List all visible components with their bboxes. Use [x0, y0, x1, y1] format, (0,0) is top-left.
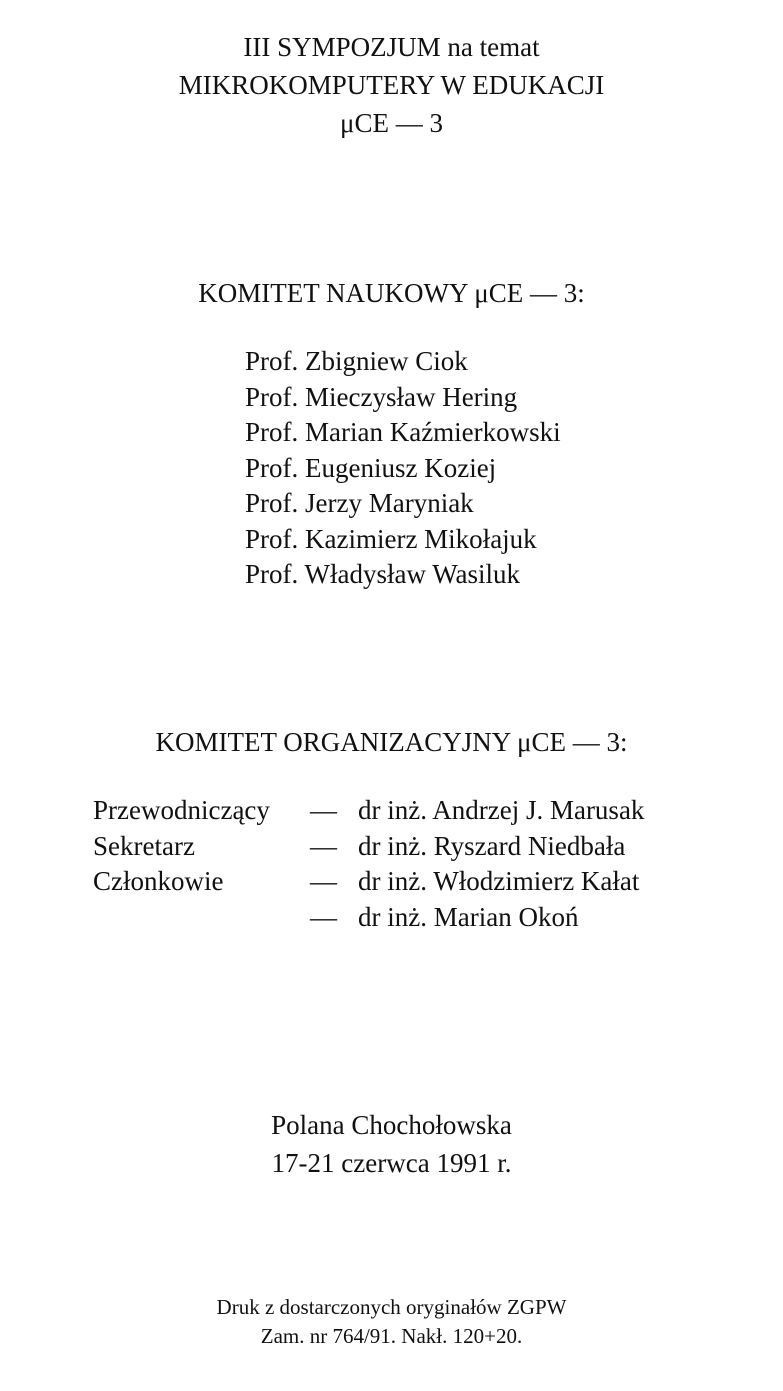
person-name: dr inż. Włodzimierz Kałat — [358, 866, 640, 896]
venue-date: 17-21 czerwca 1991 r. — [271, 1148, 512, 1178]
organizing-row — [93, 793, 733, 829]
dash-separator: — — [310, 901, 337, 932]
organizing-committee-table — [93, 793, 733, 935]
committee-member: Prof. Marian Kaźmierkowski — [245, 417, 561, 447]
dash-separator: — — [310, 830, 337, 861]
dash-separator: — — [310, 795, 337, 825]
person-name: dr inż. Marian Okoń — [358, 901, 579, 932]
committee-member: Prof. Kazimierz Mikołajuk — [245, 523, 537, 554]
committee-member: Prof. Eugeniusz Koziej — [245, 452, 497, 483]
venue-place: Polana Chochołowska — [271, 1110, 512, 1140]
role-label: Sekretarz — [93, 830, 195, 861]
scientific-committee-heading: KOMITET NAUKOWY μCE — 3: — [198, 278, 585, 308]
committee-member: Prof. Zbigniew Ciok — [245, 346, 468, 376]
organizing-committee-heading: KOMITET ORGANIZACYJNY μCE — 3: — [155, 727, 628, 757]
print-note: Druk z dostarczonych oryginałów ZGPW — [216, 1295, 567, 1319]
committee-member: Prof. Władysław Wasiluk — [245, 559, 521, 589]
dash-separator: — — [310, 866, 337, 896]
role-label: Przewodniczący — [93, 795, 270, 825]
symposium-subtitle: MIKROKOMPUTERY W EDUKACJI — [178, 70, 605, 100]
scientific-committee-list — [245, 344, 561, 593]
symposium-code: μCE — 3 — [340, 108, 443, 138]
organizing-row — [93, 900, 733, 936]
organizing-row — [93, 864, 733, 900]
organizing-row — [93, 829, 733, 865]
order-note: Zam. nr 764/91. Nakł. 120+20. — [260, 1324, 523, 1348]
committee-member: Prof. Mieczysław Hering — [245, 381, 518, 412]
role-label: Członkowie — [93, 866, 224, 896]
symposium-title: III SYMPOZJUM na temat — [243, 32, 540, 62]
committee-member: Prof. Jerzy Maryniak — [245, 488, 474, 518]
person-name: dr inż. Andrzej J. Marusak — [358, 795, 645, 825]
person-name: dr inż. Ryszard Niedbała — [358, 830, 626, 861]
